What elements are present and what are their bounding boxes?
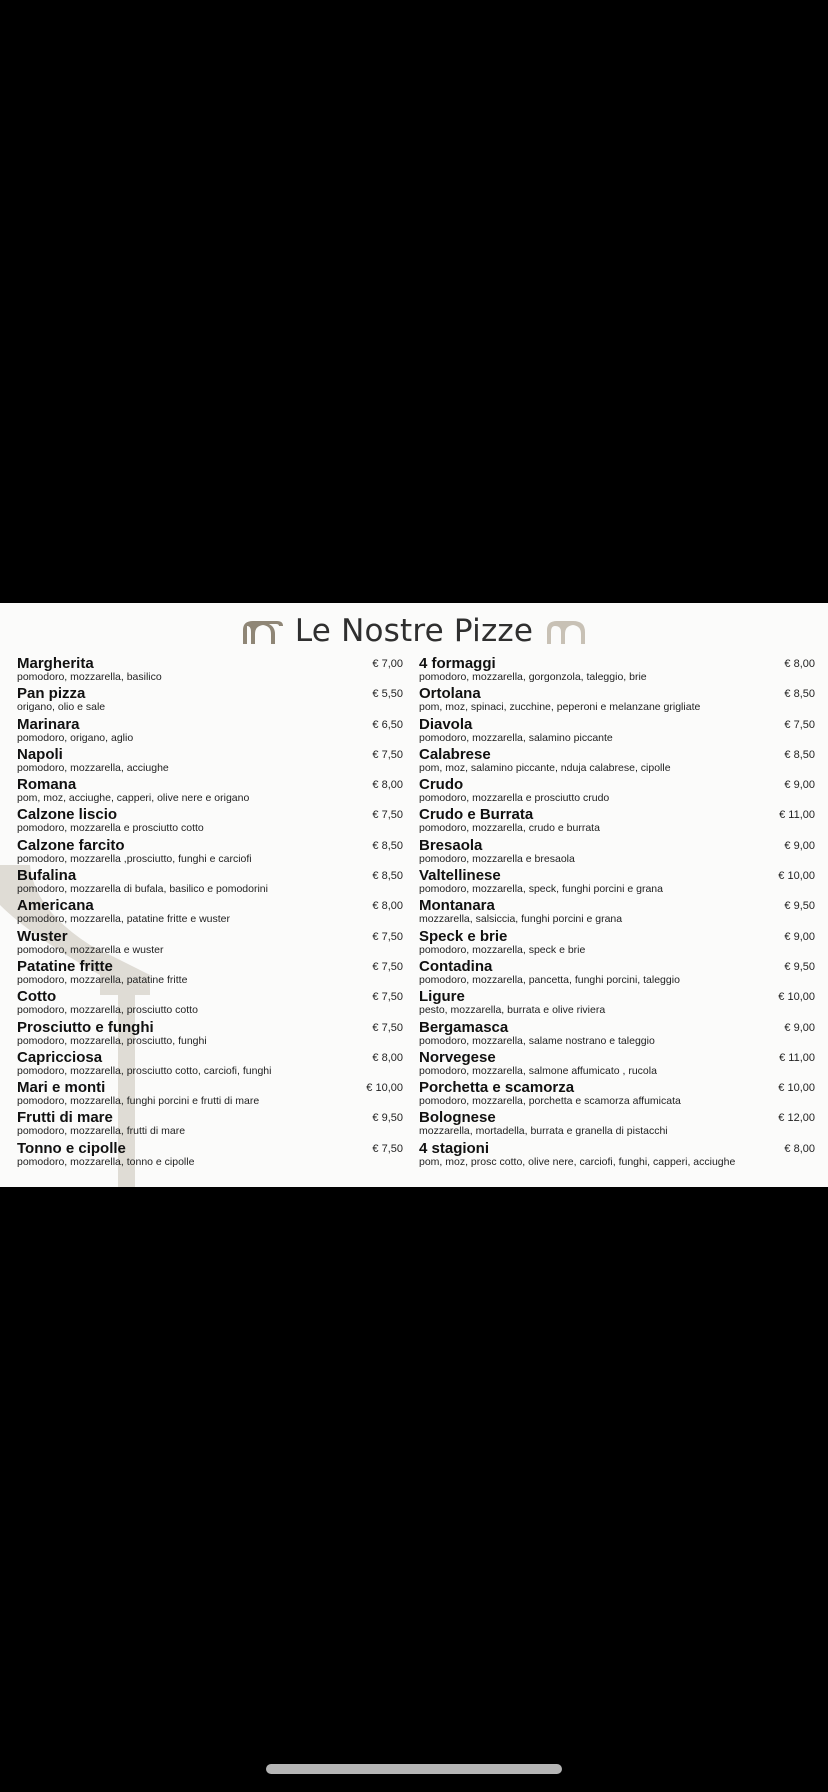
pizza-price: € 7,50 — [372, 1021, 403, 1034]
menu-item — [419, 746, 815, 776]
arch-right-icon — [543, 618, 589, 644]
pizza-price: € 8,50 — [372, 839, 403, 852]
pizza-name: Porchetta e scamorza — [419, 1079, 575, 1097]
pizza-ingredients: pomodoro, mozzarella, salame nostrano e taleggio — [419, 1034, 655, 1047]
pizza-name: Frutti di mare — [17, 1109, 113, 1127]
pizza-name: Cotto — [17, 988, 57, 1006]
menu-title: Le Nostre Pizze — [294, 613, 534, 649]
pizza-name: Montanara — [419, 897, 495, 915]
pizza-ingredients: pomodoro, mozzarella di bufala, basilico e pomodorini — [17, 883, 268, 896]
pizza-ingredients: pomodoro, mozzarella, patatine fritte e wuster — [17, 913, 231, 926]
pizza-name: Bergamasca — [419, 1018, 509, 1036]
pizza-ingredients: pomodoro, mozzarella e prosciutto crudo — [419, 792, 610, 805]
pizza-price: € 9,00 — [784, 1021, 815, 1034]
pizza-ingredients: pomodoro, mozzarella, prosciutto cotto — [17, 1004, 198, 1017]
pizza-price: € 9,00 — [784, 930, 815, 943]
pizza-price: € 8,50 — [372, 870, 403, 883]
pizza-ingredients: pesto, mozzarella, burrata e olive riviera — [419, 1004, 606, 1017]
pizza-price: € 8,00 — [372, 1051, 403, 1064]
pizza-ingredients: pomodoro, mozzarella, speck e brie — [419, 943, 586, 956]
pizza-price: € 7,50 — [784, 718, 815, 731]
pizza-price: € 7,50 — [372, 809, 403, 822]
pizza-name: Americana — [17, 897, 94, 915]
pizza-name: Patatine fritte — [17, 957, 113, 975]
pizza-ingredients: pomodoro, mozzarella ,prosciutto, funghi e carciofi — [17, 852, 252, 865]
menu-item — [419, 1019, 815, 1049]
pizza-ingredients: pom, moz, prosc cotto, olive nere, carciofi, funghi, capperi, acciughe — [419, 1155, 736, 1168]
pizza-price: € 8,00 — [372, 900, 403, 913]
menu-item — [17, 1109, 403, 1139]
pizza-name: Marinara — [17, 715, 80, 733]
pizza-name: Calzone farcito — [17, 836, 125, 854]
pizza-ingredients: pomodoro, mozzarella, gorgonzola, taleggio, brie — [419, 671, 647, 683]
pizza-ingredients: pomodoro, mozzarella, speck, funghi porcini e grana — [419, 883, 663, 896]
pizza-name: Capricciosa — [17, 1048, 103, 1066]
pizza-price: € 6,50 — [372, 718, 403, 731]
menu-item — [419, 928, 815, 958]
menu-item — [17, 1079, 403, 1109]
pizza-price: € 9,50 — [784, 960, 815, 973]
menu-item — [419, 1109, 815, 1139]
pizza-price: € 9,50 — [784, 900, 815, 913]
menu-item — [419, 1079, 815, 1109]
menu-item — [17, 867, 403, 897]
pizza-price: € 9,00 — [784, 779, 815, 792]
pizza-name: Romana — [17, 776, 77, 794]
pizza-ingredients: pomodoro, mozzarella, pancetta, funghi porcini, taleggio — [419, 973, 680, 986]
menu-item — [419, 837, 815, 867]
pizza-price: € 8,00 — [784, 658, 815, 670]
menu-item — [17, 1019, 403, 1049]
pizza-ingredients: pomodoro, mozzarella, crudo e burrata — [419, 822, 600, 835]
pizza-price: € 7,50 — [372, 748, 403, 761]
pizza-ingredients: pomodoro, mozzarella, funghi porcini e frutti di mare — [17, 1095, 260, 1108]
pizza-price: € 12,00 — [778, 1112, 815, 1125]
pizza-ingredients: pomodoro, mozzarella, basilico — [17, 671, 162, 683]
pizza-name: Speck e brie — [419, 927, 508, 945]
menu-item — [17, 988, 403, 1018]
pizza-ingredients: pomodoro, origano, aglio — [17, 731, 134, 744]
pizza-ingredients: pomodoro, mozzarella, salamino piccante — [419, 731, 613, 744]
pizza-ingredients: pomodoro, mozzarella, prosciutto, funghi — [17, 1034, 207, 1047]
pizza-price: € 10,00 — [778, 1082, 815, 1095]
pizza-ingredients: pom, moz, acciughe, capperi, olive nere e origano — [17, 792, 250, 805]
pizza-price: € 8,50 — [784, 688, 815, 701]
menu-item — [17, 958, 403, 988]
pizza-price: € 7,50 — [372, 930, 403, 943]
menu-item — [419, 716, 815, 746]
pizza-price: € 8,00 — [784, 1142, 815, 1155]
pizza-ingredients: pomodoro, mozzarella, salmone affumicato , rucola — [419, 1064, 657, 1077]
menu-card — [0, 603, 828, 1187]
pizza-ingredients: pom, moz, spinaci, zucchine, peperoni e melanzane grigliate — [419, 701, 701, 714]
pizza-name: Wuster — [17, 927, 68, 945]
menu-item — [419, 1049, 815, 1079]
pizza-price: € 10,00 — [366, 1082, 403, 1095]
menu-item — [17, 776, 403, 806]
menu-item — [419, 867, 815, 897]
menu-item — [419, 1140, 815, 1170]
pizza-name: 4 formaggi — [419, 655, 496, 672]
pizza-name: Calabrese — [419, 745, 491, 763]
menu-item — [419, 776, 815, 806]
pizza-ingredients: pomodoro, mozzarella, porchetta e scamorza affumicata — [419, 1095, 681, 1108]
pizza-price: € 7,50 — [372, 991, 403, 1004]
pizza-ingredients: pom, moz, salamino piccante, nduja calabrese, cipolle — [419, 761, 671, 774]
pizza-price: € 11,00 — [779, 809, 815, 822]
pizza-price: € 9,50 — [372, 1112, 403, 1125]
pizza-price: € 5,50 — [372, 688, 403, 701]
pizza-name: 4 stagioni — [419, 1139, 490, 1157]
pizza-name: Bolognese — [419, 1109, 496, 1127]
menu-item — [419, 685, 815, 715]
menu-item — [419, 897, 815, 927]
pizza-ingredients: pomodoro, mozzarella, tonno e cipolle — [17, 1155, 195, 1168]
pizza-name: Contadina — [419, 957, 493, 975]
pizza-name: Prosciutto e funghi — [17, 1018, 154, 1036]
pizza-name: Calzone liscio — [17, 806, 118, 824]
pizza-ingredients: pomodoro, mozzarella, acciughe — [17, 761, 169, 774]
pizza-price: € 8,00 — [372, 779, 403, 792]
menu-item — [17, 897, 403, 927]
pizza-ingredients: origano, olio e sale — [17, 701, 106, 714]
pizza-name: Ortolana — [419, 685, 481, 703]
pizza-ingredients: pomodoro, mozzarella e prosciutto cotto — [17, 822, 204, 835]
pizza-name: Napoli — [17, 745, 63, 763]
pizza-name: Diavola — [419, 715, 473, 733]
pizza-name: Mari e monti — [17, 1079, 106, 1097]
pizza-ingredients: pomodoro, mozzarella e wuster — [17, 943, 164, 956]
arch-left-icon — [239, 618, 285, 644]
home-indicator[interactable] — [266, 1764, 562, 1774]
menu-column-right — [419, 655, 815, 1170]
menu-item — [17, 655, 403, 685]
menu-item — [17, 716, 403, 746]
pizza-ingredients: pomodoro, mozzarella e bresaola — [419, 852, 575, 865]
menu-item — [17, 806, 403, 836]
pizza-price: € 9,00 — [784, 839, 815, 852]
menu-item — [17, 746, 403, 776]
menu-column-left — [17, 655, 403, 1170]
menu-item — [17, 1140, 403, 1170]
pizza-ingredients: mozzarella, mortadella, burrata e granella di pistacchi — [419, 1125, 668, 1138]
pizza-name: Norvegese — [419, 1048, 496, 1066]
menu-item — [17, 928, 403, 958]
menu-item — [419, 655, 815, 685]
pizza-name: Margherita — [17, 655, 94, 672]
pizza-price: € 7,50 — [372, 1142, 403, 1155]
menu-item — [17, 1049, 403, 1079]
menu-item — [419, 958, 815, 988]
pizza-name: Bufalina — [17, 867, 77, 885]
title-row — [0, 611, 828, 651]
pizza-price: € 10,00 — [778, 870, 815, 883]
pizza-ingredients: mozzarella, salsiccia, funghi porcini e grana — [419, 913, 623, 926]
pizza-ingredients: pomodoro, mozzarella, patatine fritte — [17, 973, 188, 986]
pizza-name: Ligure — [419, 988, 465, 1006]
pizza-price: € 7,00 — [372, 658, 403, 670]
pizza-name: Crudo e Burrata — [419, 806, 534, 824]
pizza-price: € 11,00 — [779, 1051, 815, 1064]
pizza-price: € 8,50 — [784, 748, 815, 761]
pizza-name: Crudo — [419, 776, 464, 794]
pizza-ingredients: pomodoro, mozzarella, frutti di mare — [17, 1125, 186, 1138]
pizza-name: Tonno e cipolle — [17, 1139, 126, 1157]
pizza-name: Valtellinese — [419, 867, 501, 885]
pizza-ingredients: pomodoro, mozzarella, prosciutto cotto, carciofi, funghi — [17, 1064, 272, 1077]
menu-item — [419, 988, 815, 1018]
menu-item — [17, 837, 403, 867]
pizza-name: Pan pizza — [17, 685, 86, 703]
pizza-name: Bresaola — [419, 836, 483, 854]
pizza-price: € 10,00 — [778, 991, 815, 1004]
menu-item — [17, 685, 403, 715]
pizza-price: € 7,50 — [372, 960, 403, 973]
menu-item — [419, 806, 815, 836]
